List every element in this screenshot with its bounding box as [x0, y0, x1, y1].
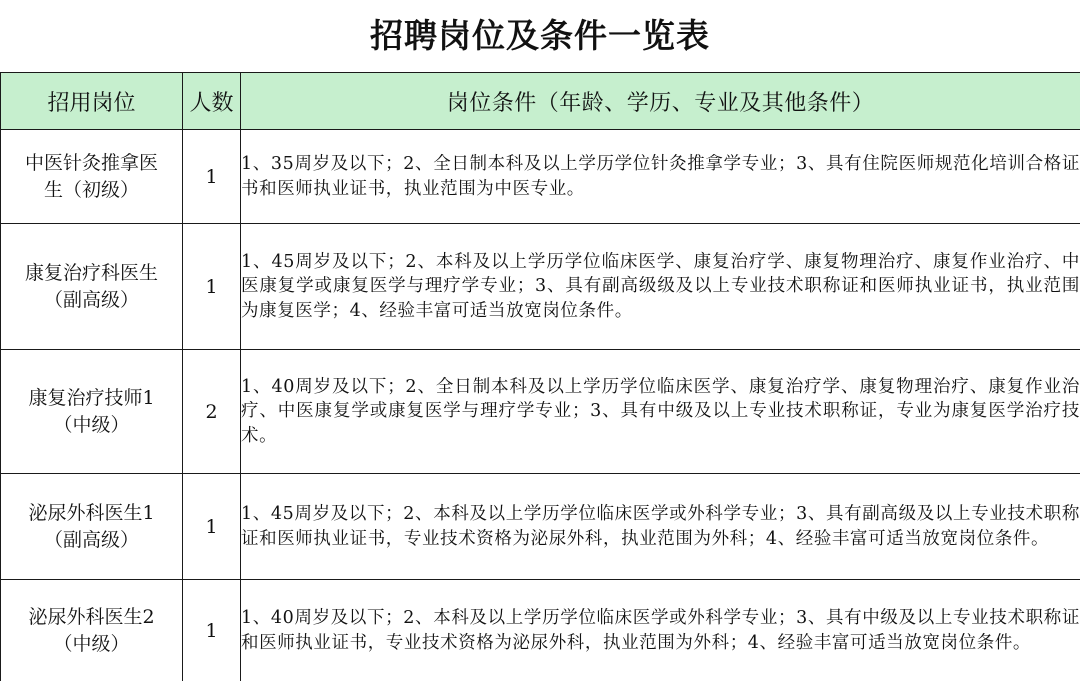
- table-row: [1, 474, 1080, 580]
- column-header-conditions: 岗位条件（年龄、学历、专业及其他条件）: [241, 73, 1080, 130]
- post-cell: [1, 130, 183, 224]
- column-header-count: 人数: [183, 73, 241, 130]
- conditions-cell: 1、40周岁及以下；2、全日制本科及以上学历学位临床医学、康复治疗学、康复物理治疗、康复作业治疗、中医康复学或康复医学与理疗学专业；3、具有中级及以上专业技术职称证，专业为康复医学治疗技术。: [241, 350, 1080, 474]
- post-name: 康复治疗技师1 （中级）: [28, 386, 155, 436]
- count-cell: 1: [183, 130, 241, 224]
- post-cell: [1, 474, 183, 580]
- post-cell: [1, 224, 183, 350]
- post-name: 康复治疗科医生 （副高级）: [24, 261, 158, 311]
- column-header-post: 招用岗位: [1, 73, 183, 130]
- count-cell: 1: [183, 580, 241, 681]
- conditions-cell: 1、40周岁及以下；2、本科及以上学历学位临床医学或外科学专业；3、具有中级及以上专业技术职称证和医师执业证书，专业技术资格为泌尿外科，执业范围为外科；4、经验丰富可适当放宽岗位条件。: [241, 580, 1080, 681]
- conditions-cell: 1、35周岁及以下；2、全日制本科及以上学历学位针灸推拿学专业；3、具有住院医师规范化培训合格证书和医师执业证书，执业范围为中医专业。: [241, 130, 1080, 224]
- conditions-cell: 1、45周岁及以下；2、本科及以上学历学位临床医学或外科学专业；3、具有副高级及以上专业技术职称证和医师执业证书，专业技术资格为泌尿外科，执业范围为外科；4、经验丰富可适当放宽岗位条件。: [241, 474, 1080, 580]
- post-name: 中医针灸推拿医 生（初级）: [24, 151, 158, 201]
- post-cell: [1, 580, 183, 681]
- conditions-cell: 1、45周岁及以下；2、本科及以上学历学位临床医学、康复治疗学、康复物理治疗、康复作业治疗、中医康复学或康复医学与理疗学专业；3、具有副高级级及以上专业技术职称证和医师执业证书，执业范围为康复医学；4、经验丰富可适当放宽岗位条件。: [241, 224, 1080, 350]
- count-cell: 2: [183, 350, 241, 474]
- table-row: [1, 580, 1080, 681]
- count-cell: 1: [183, 474, 241, 580]
- table-row: [1, 224, 1080, 350]
- post-name: 泌尿外科医生1 （副高级）: [28, 501, 155, 551]
- recruitment-table: [0, 72, 1080, 681]
- page-title: 招聘岗位及条件一览表: [370, 16, 710, 55]
- post-cell: [1, 350, 183, 474]
- table-row: [1, 130, 1080, 224]
- table-row: [1, 350, 1080, 474]
- post-name: 泌尿外科医生2 （中级）: [28, 605, 155, 655]
- table-header-row: [1, 73, 1080, 130]
- count-cell: 1: [183, 224, 241, 350]
